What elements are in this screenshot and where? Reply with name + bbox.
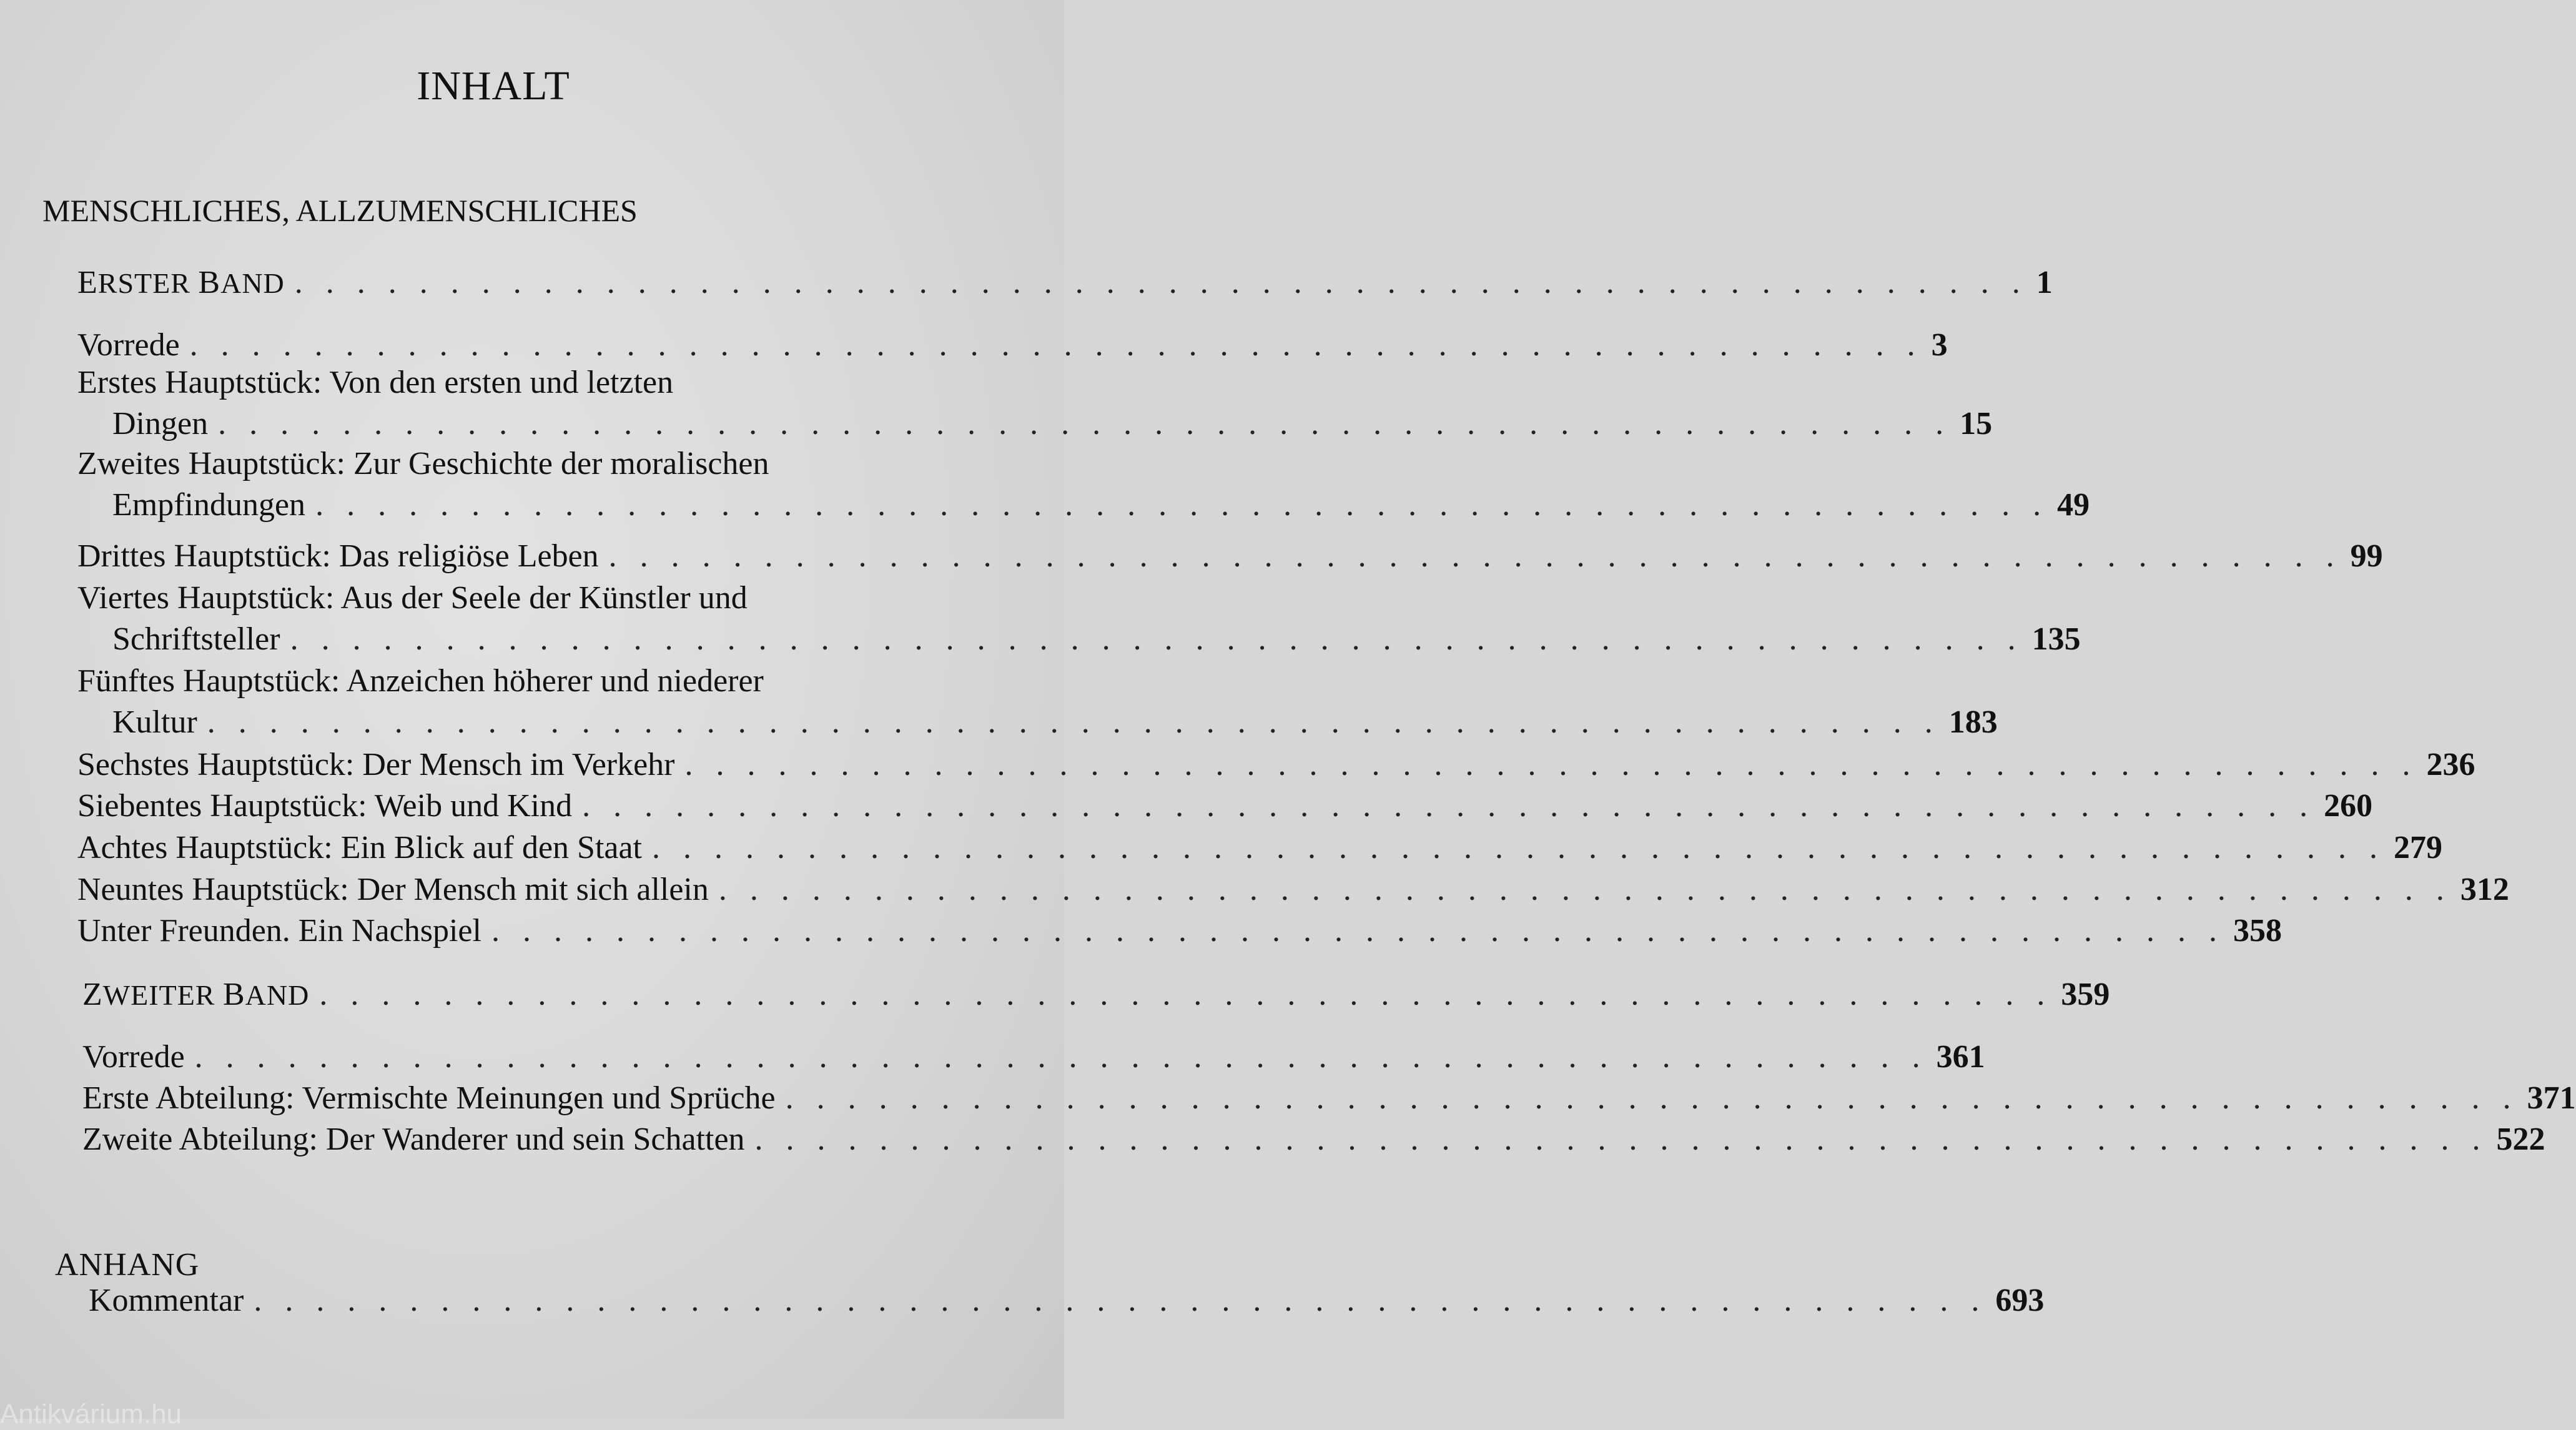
toc-label: Kommentar [89,1283,244,1318]
toc-entry [112,702,1998,743]
page-number: 279 [2394,830,2443,865]
dot-leader: . . . . . . . . . . . . . . . . . . . . . . . . . . . . . . . . . . . . . . . . . . . . . . . . . . . . . . . . [608,538,2342,574]
dot-leader: . . . . . . . . . . . . . . . . . . . . . . . . . . . . . . . . . . . . . . . . . . . . . . . . . . . . . . . . [319,977,2053,1012]
toc-label: ZWEITER BAND [82,977,310,1012]
page-number: 260 [2324,788,2373,824]
toc-entry [112,403,1993,445]
toc-entry-first-line: Erstes Hauptstück: Von den ersten und letzten [77,365,674,400]
toc-entry [112,619,2081,660]
toc-label: ERSTER BAND [77,265,285,300]
dot-leader: . . . . . . . . . . . . . . . . . . . . . . . . . . . . . . . . . . . . . . . . . . . . . . . . . . . . . . . . [294,265,2028,300]
dot-leader: . . . . . . . . . . . . . . . . . . . . . . . . . . . . . . . . . . . . . . . . . . . . . . . . . . . . . . . . [582,788,2316,824]
toc-entry [82,1037,1985,1078]
toc-entry [77,536,2383,577]
dot-leader: . . . . . . . . . . . . . . . . . . . . . . . . . . . . . . . . . . . . . . . . . . . . . . . . . . . . . . . . [652,830,2386,865]
page-number: 361 [1936,1039,1985,1075]
page-number: 15 [1960,406,1993,441]
page-number: 99 [2350,538,2383,574]
page-number: 359 [2061,977,2110,1012]
toc-entry [77,325,1948,366]
toc-entry [77,910,2282,952]
toc-entry [77,827,2443,869]
page-number: 49 [2057,487,2090,523]
page-number: 236 [2426,747,2475,782]
page-number: 358 [2233,913,2282,949]
toc-entry [77,744,2475,786]
page-number: 522 [2496,1122,2545,1157]
dot-leader: . . . . . . . . . . . . . . . . . . . . . . . . . . . . . . . . . . . . . . . . . . . . . . . . . . . . . . . . [254,1283,1987,1318]
toc-label: Empfindungen [112,487,306,523]
dot-leader: . . . . . . . . . . . . . . . . . . . . . . . . . . . . . . . . . . . . . . . . . . . . . . . . . . . . . . . . [491,913,2224,949]
page-number: 1 [2036,265,2053,300]
toc-entry-erster-band [77,262,2053,304]
toc-entry [82,1078,2576,1119]
toc-label: Erste Abteilung: Vermischte Meinungen und Sprüche [82,1080,776,1116]
toc-label: Achtes Hauptstück: Ein Blick auf den Staat [77,830,643,865]
work-title: MENSCHLICHES, ALLZUMENSCHLICHES [42,193,638,228]
toc-entry [82,1119,2545,1160]
toc-entry-zweiter-band [82,974,2110,1016]
toc-entry-first-line: Viertes Hauptstück: Aus der Seele der Künstler und [77,580,748,616]
toc-label: Drittes Hauptstück: Das religiöse Leben [77,538,599,574]
dot-leader: . . . . . . . . . . . . . . . . . . . . . . . . . . . . . . . . . . . . . . . . . . . . . . . . . . . . . . . . [684,747,2418,782]
toc-label: Kultur [112,704,197,740]
dot-leader: . . . . . . . . . . . . . . . . . . . . . . . . . . . . . . . . . . . . . . . . . . . . . . . . . . . . . . . . [718,872,2452,907]
dot-leader: . . . . . . . . . . . . . . . . . . . . . . . . . . . . . . . . . . . . . . . . . . . . . . . . . . . . . . . . [189,327,1923,363]
dot-leader: . . . . . . . . . . . . . . . . . . . . . . . . . . . . . . . . . . . . . . . . . . . . . . . . . . . . . . . . [207,704,1940,740]
toc-entry [112,485,2090,526]
toc-entry-first-line: Zweites Hauptstück: Zur Geschichte der moralischen [77,446,769,481]
watermark: Antikvárium.hu [0,1399,182,1429]
toc-label: Dingen [112,406,209,441]
toc-label: Schriftsteller [112,621,280,657]
dot-leader: . . . . . . . . . . . . . . . . . . . . . . . . . . . . . . . . . . . . . . . . . . . . . . . . . . . . . . . . [218,406,1952,441]
dot-leader: . . . . . . . . . . . . . . . . . . . . . . . . . . . . . . . . . . . . . . . . . . . . . . . . . . . . . . . . [194,1039,1928,1075]
toc-label: Zweite Abteilung: Der Wanderer und sein Schatten [82,1122,745,1157]
dot-leader: . . . . . . . . . . . . . . . . . . . . . . . . . . . . . . . . . . . . . . . . . . . . . . . . . . . . . . . . [785,1080,2519,1116]
toc-label: Siebentes Hauptstück: Weib und Kind [77,788,573,824]
appendix-heading: ANHANG [55,1247,200,1283]
page-number: 693 [1995,1283,2045,1318]
page-number: 3 [1931,327,1948,363]
page-number: 312 [2460,872,2509,907]
toc-label: Neuntes Hauptstück: Der Mensch mit sich allein [77,872,709,907]
dot-leader: . . . . . . . . . . . . . . . . . . . . . . . . . . . . . . . . . . . . . . . . . . . . . . . . . . . . . . . . [315,487,2049,523]
toc-label: Sechstes Hauptstück: Der Mensch im Verkehr [77,747,675,782]
toc-label: Vorrede [77,327,180,363]
toc-entry-kommentar [89,1280,2045,1321]
toc-label: Unter Freunden. Ein Nachspiel [77,913,481,949]
toc-label: Vorrede [82,1039,185,1075]
page-number: 183 [1948,704,1998,740]
page-title: INHALT [417,63,570,109]
page-number: 371 [2527,1080,2576,1116]
toc-entry [77,869,2509,910]
page-number: 135 [2031,621,2081,657]
toc-entry-first-line: Fünftes Hauptstück: Anzeichen höherer und niederer [77,663,764,699]
dot-leader: . . . . . . . . . . . . . . . . . . . . . . . . . . . . . . . . . . . . . . . . . . . . . . . . . . . . . . . . [754,1122,2488,1157]
dot-leader: . . . . . . . . . . . . . . . . . . . . . . . . . . . . . . . . . . . . . . . . . . . . . . . . . . . . . . . . [290,621,2023,657]
toc-entry [77,786,2373,827]
